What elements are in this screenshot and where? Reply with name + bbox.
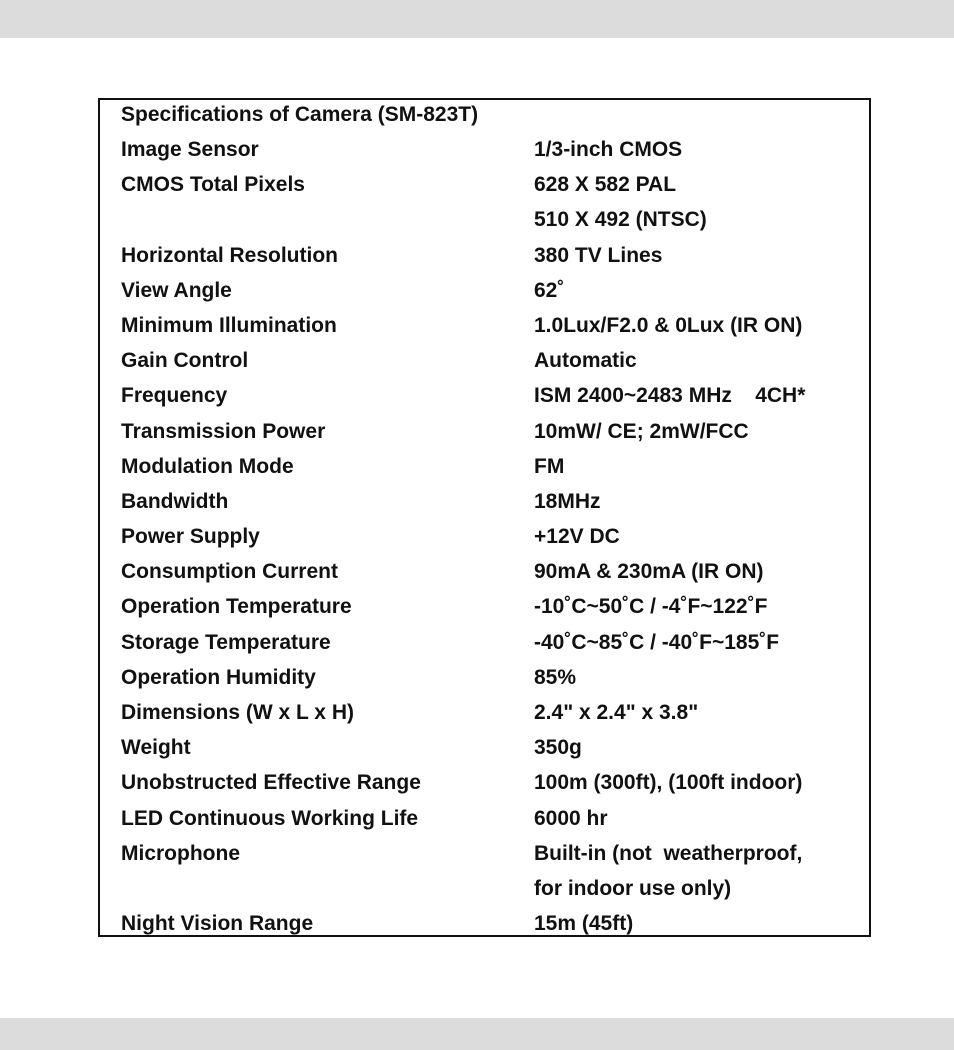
spec-label: Horizontal Resolution <box>121 243 338 267</box>
spec-value: 6000 hr <box>534 806 608 830</box>
spec-label: Image Sensor <box>121 138 259 161</box>
spec-label: Night Vision Range <box>121 912 314 936</box>
spec-label: Operation Temperature <box>121 595 352 619</box>
spec-label: Consumption Current <box>121 560 338 584</box>
spec-label: Transmission Power <box>121 419 326 443</box>
spec-value: 85% <box>534 665 577 689</box>
spec-label: CMOS Total Pixels <box>121 173 305 197</box>
spec-value: 380 TV Lines <box>534 243 663 267</box>
spec-row <box>100 414 869 449</box>
spec-row <box>100 554 869 589</box>
spec-row <box>100 765 869 800</box>
spec-row <box>100 836 869 871</box>
spec-row <box>100 484 869 519</box>
spec-row <box>100 660 869 695</box>
spec-row <box>100 695 869 730</box>
spec-row <box>100 343 869 378</box>
spec-label: View Angle <box>121 278 232 302</box>
spec-row <box>100 238 869 273</box>
spec-label: Operation Humidity <box>121 665 316 689</box>
spec-row <box>100 519 869 554</box>
spec-row <box>100 308 869 343</box>
spec-label: Frequency <box>121 384 228 408</box>
spec-label: Power Supply <box>121 525 260 549</box>
spec-value: 62˚ <box>534 278 565 302</box>
spec-value: 90mA & 230mA (IR ON) <box>534 560 764 584</box>
top-band <box>0 0 954 38</box>
spec-value: for indoor use only) <box>534 876 732 900</box>
spec-row <box>100 871 869 906</box>
spec-label: Storage Temperature <box>121 630 331 654</box>
spec-value: 350g <box>534 736 582 760</box>
spec-rows <box>100 132 869 941</box>
spec-label: Microphone <box>121 841 240 865</box>
spec-row <box>100 449 869 484</box>
spec-label: Unobstructed Effective Range <box>121 771 421 795</box>
spec-row <box>100 801 869 836</box>
spec-row <box>100 132 869 167</box>
spec-value: 10mW/ CE; 2mW/FCC <box>534 419 749 443</box>
spec-value: Built-in (not weatherproof, <box>534 841 803 865</box>
spec-row <box>100 589 869 624</box>
spec-title: Specifications of Camera (SM-823T) <box>121 103 479 126</box>
spec-label: LED Continuous Working Life <box>121 806 419 830</box>
spec-value: 1.0Lux/F2.0 & 0Lux (IR ON) <box>534 313 803 337</box>
spec-label: Weight <box>121 736 191 760</box>
spec-label: Minimum Illumination <box>121 313 337 337</box>
spec-row <box>100 273 869 308</box>
spec-value: 1/3-inch CMOS <box>534 138 683 161</box>
spec-row <box>100 625 869 660</box>
spec-label: Gain Control <box>121 349 249 373</box>
spec-value: 510 X 492 (NTSC) <box>534 208 707 232</box>
spec-value: 2.4" x 2.4" x 3.8" <box>534 701 699 724</box>
spec-label: Modulation Mode <box>121 454 294 478</box>
bottom-band <box>0 1018 954 1050</box>
spec-value: +12V DC <box>534 525 620 549</box>
spec-value: Automatic <box>534 349 637 373</box>
spec-value: ISM 2400~2483 MHz 4CH* <box>534 384 806 408</box>
spec-table <box>98 98 871 937</box>
spec-label: Bandwidth <box>121 489 229 513</box>
spec-row <box>100 906 869 941</box>
spec-row <box>100 730 869 765</box>
spec-value: 15m (45ft) <box>534 912 634 936</box>
spec-row <box>100 167 869 202</box>
spec-value: 628 X 582 PAL <box>534 173 677 197</box>
spec-value: 18MHz <box>534 489 601 513</box>
spec-value: -10˚C~50˚C / -4˚F~122˚F <box>534 595 768 619</box>
spec-row <box>100 378 869 413</box>
spec-value: -40˚C~85˚C / -40˚F~185˚F <box>534 630 780 654</box>
spec-value: FM <box>534 454 565 478</box>
spec-value: 100m (300ft), (100ft indoor) <box>534 771 803 795</box>
spec-label: Dimensions (W x L x H) <box>121 701 354 724</box>
spec-row <box>100 202 869 237</box>
